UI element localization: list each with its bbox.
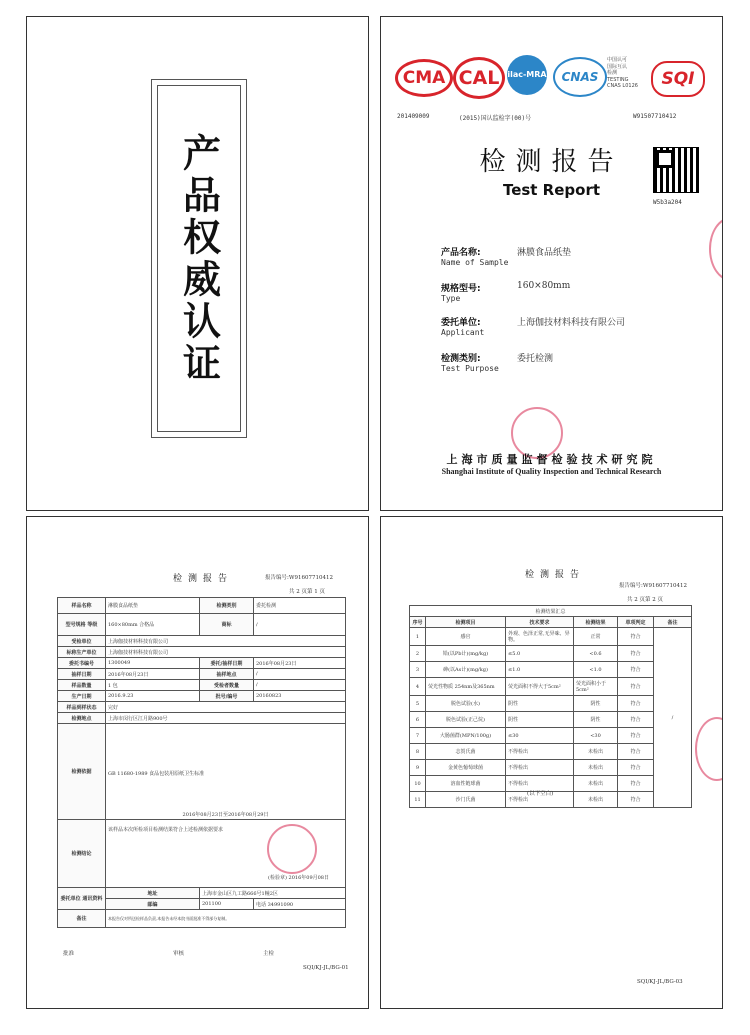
results-table bbox=[409, 605, 692, 808]
table-row: 样品名称 淋膜食品纸垫 检测类别 委托检测 bbox=[58, 598, 346, 614]
sqi-logo: SQI bbox=[651, 61, 705, 97]
institute-name-cn: 上海市质量监督检验技术研究院 bbox=[446, 453, 657, 466]
cnas-logo-caption: 中国认可 国际互认 检测 TESTING CNAS L0126 bbox=[607, 57, 638, 89]
title-frame bbox=[151, 79, 247, 438]
field-type: 规格型号: Type 160×80mm bbox=[441, 281, 571, 303]
report-title-cn: 检测报告 bbox=[479, 147, 624, 177]
table-row: 邮编 201100 电话 34991090 bbox=[58, 899, 346, 910]
conclusion-value: 该样品本次所检项目检测结果符合上述检测依据要求 bbox=[108, 827, 224, 833]
page1-title: 检测报告 bbox=[173, 574, 234, 584]
end-of-table-marker: (以下空白) bbox=[527, 791, 554, 797]
table-header-row: 序号 检测项目 技术要求 检测结果 单项判定 备注 bbox=[410, 617, 692, 628]
table-row: 样品数量 1 包 受检者数量 / bbox=[58, 680, 346, 691]
table-row: 备注 本报告仅对所送检样品负责,本报告未经本院书面批准不得部分复制。 bbox=[58, 910, 346, 928]
table-row: 型号规格 等级 160×80mm 合格品 商标 / bbox=[58, 614, 346, 636]
issue-date: (检验章) 2016年09月08日 bbox=[268, 875, 329, 881]
table-row: 11 沙门氏菌 不得检出 未检出 符合 bbox=[410, 792, 692, 808]
page2-page-no: 共 2 页第 2 页 bbox=[627, 597, 663, 603]
report-page-1 bbox=[26, 516, 369, 1009]
test-seal-stamp bbox=[267, 824, 317, 874]
table-row: 8 志贺氏菌 不得检出 未检出 符合 bbox=[410, 744, 692, 760]
table-row: 委托单位 通讯资料 地址 上海市金山区九工路666号1幢2区 bbox=[58, 888, 346, 899]
page2-title: 检测报告 bbox=[525, 570, 586, 580]
code-left: 201409009 bbox=[397, 113, 430, 120]
page1-page-no: 共 2 页第 1 页 bbox=[289, 589, 325, 595]
table-row: 检测依据 GB 11680-1989 食品包装用原纸卫生标准 2016年08月23日至2016年08月29日 bbox=[58, 724, 346, 820]
table-row: 检测结论 该样品本次所检项目检测结果符合上述检测依据要求 (检验章) 2016年09月08日 bbox=[58, 820, 346, 888]
certification-title: 产品权威认证 bbox=[176, 132, 221, 385]
edge-seal-stamp bbox=[709, 217, 723, 281]
page1-report-no: 报告编号:W91607710412 bbox=[265, 575, 333, 581]
code-right: W91507710412 bbox=[633, 113, 677, 120]
page2-report-no: 报告编号:W91607710412 bbox=[619, 583, 687, 589]
table-row: 委托书编号 1300049 委托/抽样日期 2016年08月23日 bbox=[58, 658, 346, 669]
report-page-2 bbox=[380, 516, 723, 1009]
table-row: 受检单位 上海伽技材料科技有限公司 bbox=[58, 636, 346, 647]
table-row: 标称生产单位 上海伽技材料科技有限公司 bbox=[58, 647, 346, 658]
table-row: 2 铅(以Pb计)(mg/kg) ≤5.0 <0.6 符合 bbox=[410, 646, 692, 662]
certification-logos bbox=[395, 53, 705, 103]
sign-review: 审核 bbox=[173, 951, 185, 957]
field-applicant: 委托单位: Applicant 上海伽技材料科技有限公司 bbox=[441, 318, 626, 337]
institute-name-en: Shanghai Institute of Quality Inspection and Technical Research bbox=[441, 467, 662, 476]
ilac-mra-logo: ilac-MRA bbox=[507, 55, 547, 95]
table-row: 6 脱色试验(正己烷) 阴性 阴性 符合 bbox=[410, 712, 692, 728]
table-row: 7 大肠菌群(MPN/100g) ≤30 <30 符合 bbox=[410, 728, 692, 744]
test-report-cover bbox=[380, 16, 723, 511]
edge-seal-stamp-2 bbox=[695, 717, 723, 781]
qr-code-text: W5b3a204 bbox=[653, 199, 682, 206]
table-row: 5 脱色试验(水) 阴性 阴性 符合 bbox=[410, 696, 692, 712]
sign-approve: 批准 bbox=[63, 951, 75, 957]
page2-footer-code: SQI/KJ-JL/BG-03 bbox=[637, 979, 683, 985]
certification-title-panel bbox=[26, 16, 369, 511]
cnas-logo: CNAS bbox=[553, 57, 607, 97]
title-frame-inner bbox=[157, 85, 241, 432]
table-caption-row: 检测结果汇总 bbox=[410, 606, 692, 617]
report-title-en: Test Report bbox=[502, 181, 601, 199]
table-row: 抽样日期 2016年08月23日 抽样地点 / bbox=[58, 669, 346, 680]
table-row: 9 金黄色葡萄球菌 不得检出 未检出 符合 bbox=[410, 760, 692, 776]
qr-code-icon bbox=[653, 147, 699, 193]
table-row: 4 荧光性物质 254nm及365nm 荧光面积不得大于5cm² 荧光面积小于5cm² 符合 bbox=[410, 678, 692, 696]
field-sample-name: 产品名称: Name of Sample 淋膜食品纸垫 bbox=[441, 248, 572, 267]
page1-footer-code: SQI/KJ-JL/BG-01 bbox=[303, 965, 349, 971]
cal-logo: CAL bbox=[453, 57, 505, 99]
code-middle: (2015)国认监检字(00)号 bbox=[459, 115, 532, 122]
sign-main: 主检 bbox=[263, 951, 275, 957]
field-test-purpose: 检测类别: Test Purpose 委托检测 bbox=[441, 354, 554, 373]
cma-logo: CMA bbox=[395, 59, 453, 97]
table-row: 3 砷(以As计)(mg/kg) ≤1.0 <1.0 符合 bbox=[410, 662, 692, 678]
page1-info-table bbox=[57, 597, 346, 928]
table-row: 10 溶血性链球菌 不得检出 未检出 符合 bbox=[410, 776, 692, 792]
table-row: 样品到样状态 完好 bbox=[58, 702, 346, 713]
basis-value: GB 11680-1989 食品包装用原纸卫生标准 bbox=[108, 771, 205, 777]
table-row: 生产日期 2016.9.23 批号/编号 20160823 bbox=[58, 691, 346, 702]
test-dates: 2016年08月23日至2016年08月29日 bbox=[182, 812, 269, 818]
table-row: 1 感官 外观、色泽正常,无异味、异物。 正常 符合 / bbox=[410, 628, 692, 646]
table-row: 检测地点 上海市闵行区江月路900号 bbox=[58, 713, 346, 724]
